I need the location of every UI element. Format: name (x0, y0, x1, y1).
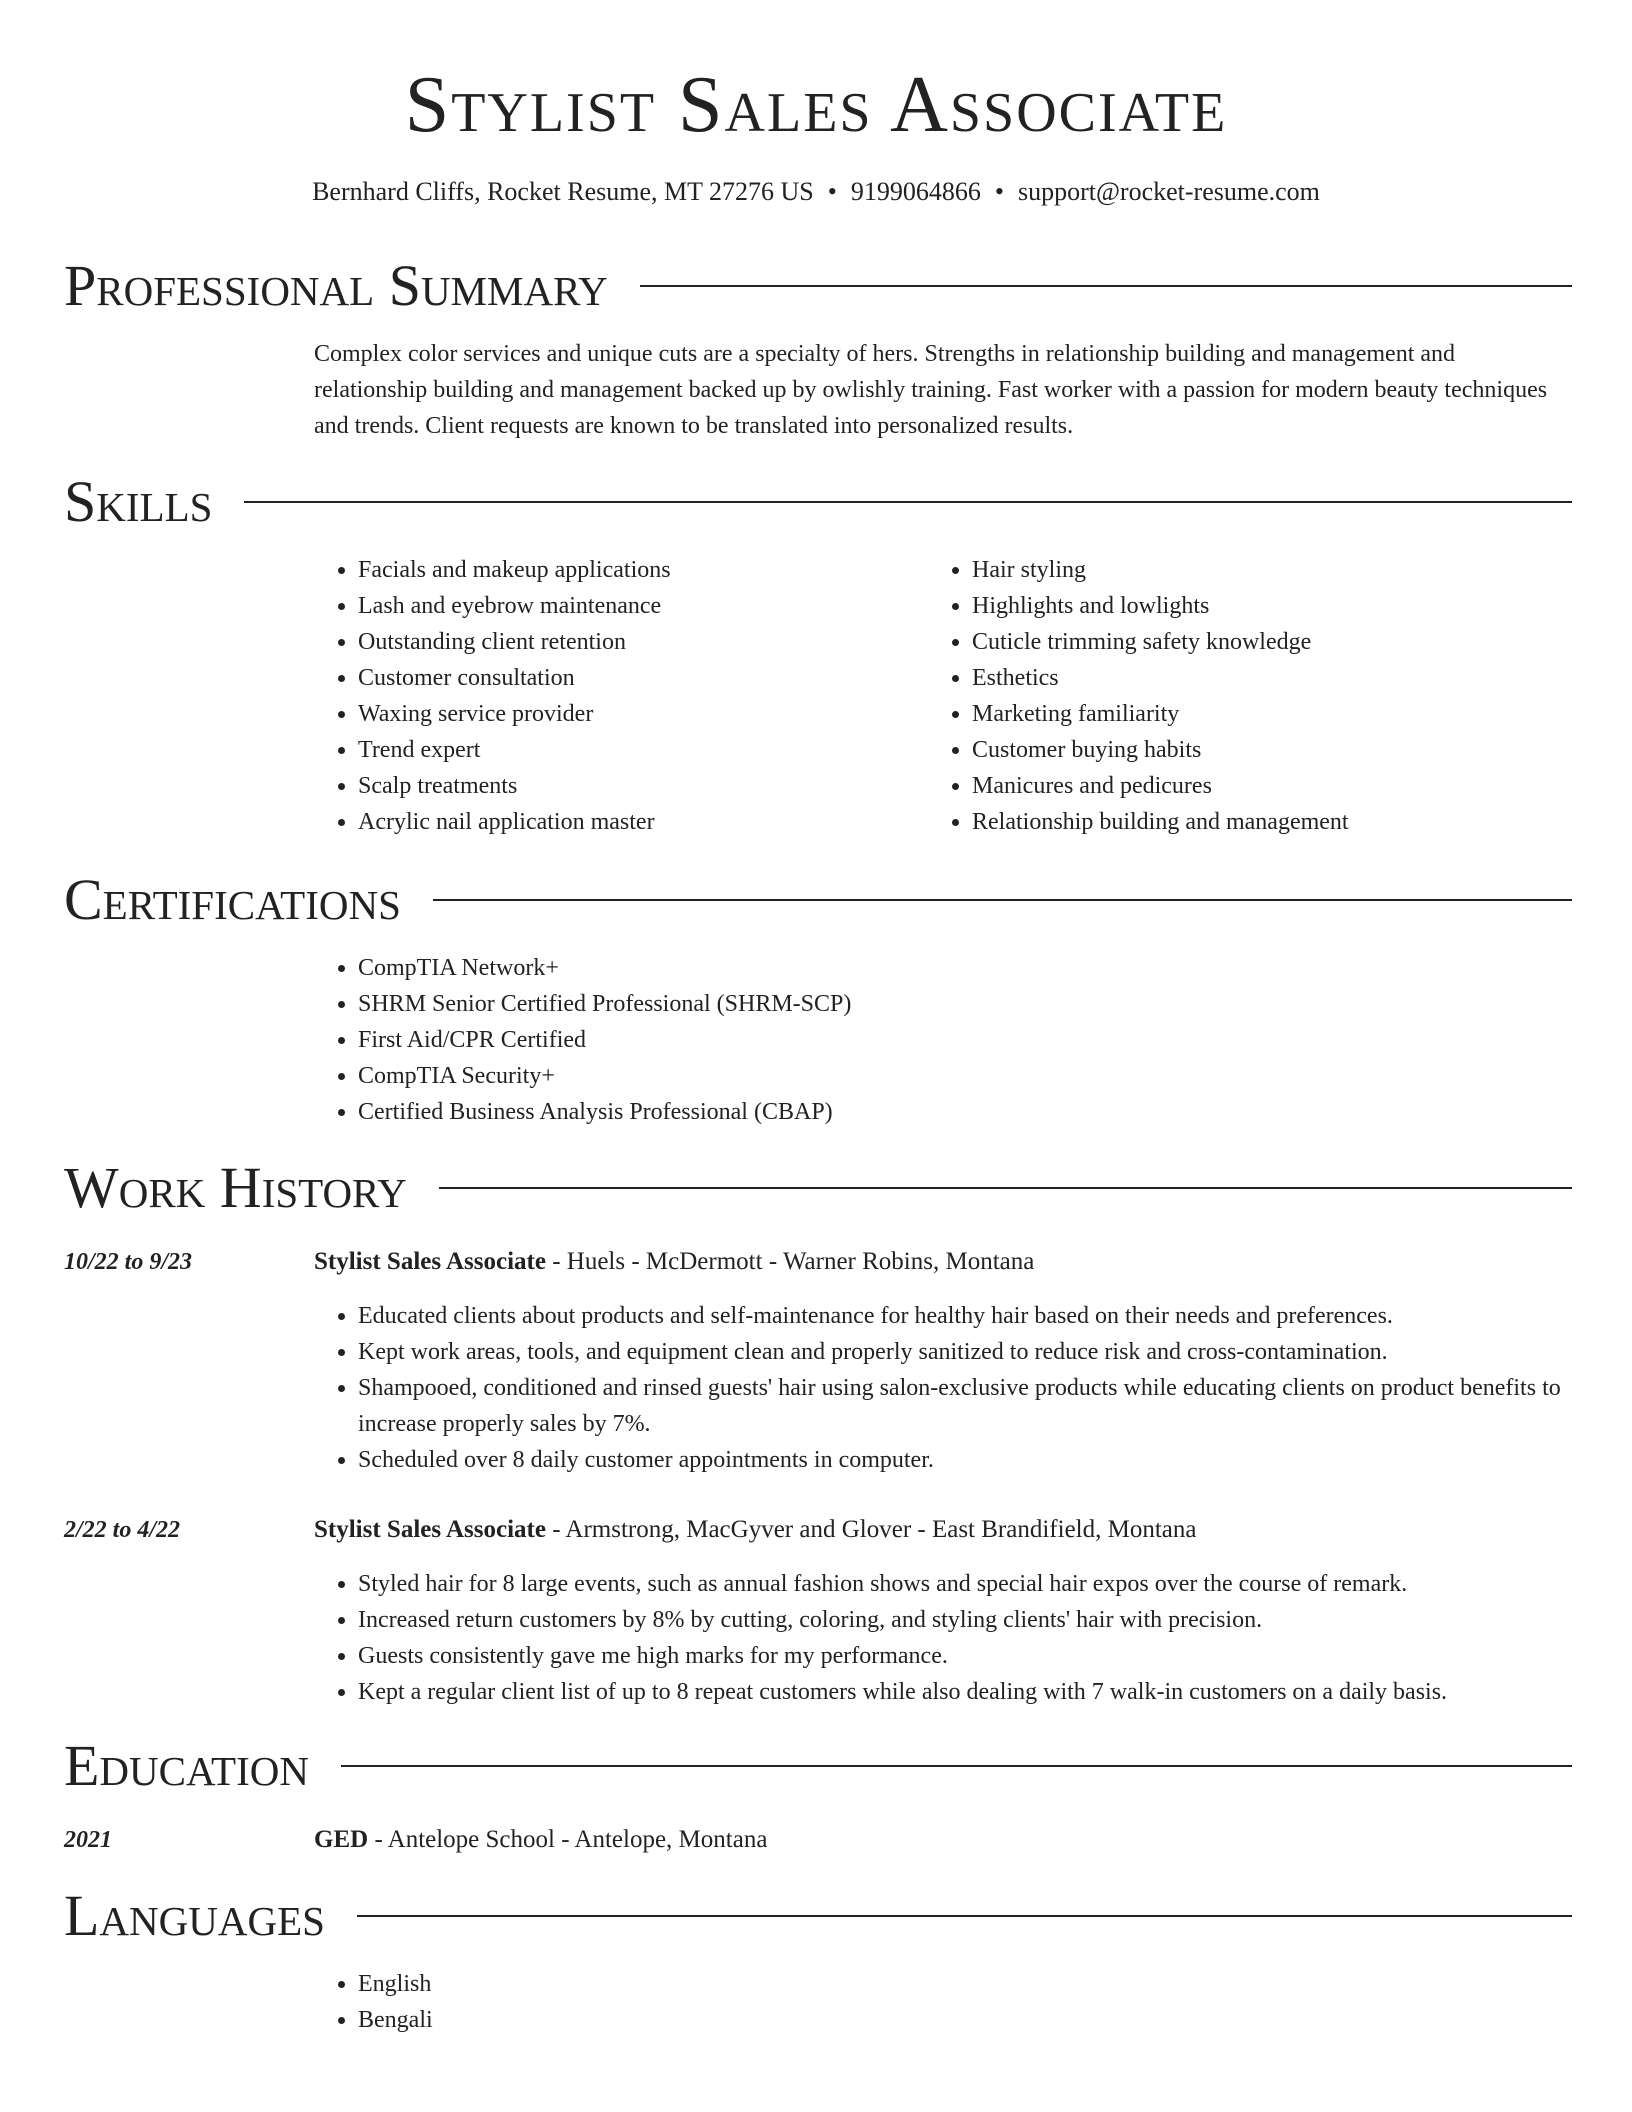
certification-item: • Certified Business Analysis Professional (CBAP) (358, 1094, 1558, 1130)
job-employer: - Armstrong, MacGyver and Glover - East Brandifield, Montana (545, 1516, 1197, 1543)
language-item: • Bengali (358, 2002, 958, 2038)
education-entry (314, 1822, 767, 1858)
languages-section-header (64, 1883, 1572, 1948)
job-bullets (314, 1298, 1594, 1478)
skill-item: • Marketing familiarity (972, 696, 1592, 732)
certifications-heading: Certifications (64, 867, 401, 932)
education-degree: GED (314, 1826, 369, 1853)
skill-item: • Customer consultation (358, 660, 928, 696)
job-dates: 10/22 to 9/23 (64, 1249, 193, 1275)
skill-item: • Trend expert (358, 732, 928, 768)
work-heading: Work History (64, 1155, 407, 1220)
section-rule (357, 1915, 1572, 1917)
skill-item: • Lash and eyebrow maintenance (358, 588, 928, 624)
certification-item: • CompTIA Network+ (358, 950, 1558, 986)
skill-item: • Outstanding client retention (358, 624, 928, 660)
skill-item: • Facials and makeup applications (358, 552, 928, 588)
skill-item: • Customer buying habits (972, 732, 1592, 768)
language-item: • English (358, 1966, 958, 2002)
section-rule (439, 1187, 1572, 1189)
job-bullet: • Styled hair for 8 large events, such as annual fashion shows and special hair expos over the course of remark. (358, 1566, 1594, 1602)
job-title: Stylist Sales Associate (314, 1516, 546, 1543)
certification-item: • SHRM Senior Certified Professional (SHRM-SCP) (358, 986, 1558, 1022)
skills-section-header (64, 469, 1572, 534)
summary-text: Complex color services and unique cuts are a specialty of hers. Strengths in relationship building and management and relationship building and management backed up by owlishly training. Fast worker with a passion for modern beauty techniques and trends. Client requests are known to be translated into personalized results. (314, 341, 1548, 439)
contact-separator: • (827, 177, 837, 206)
job-bullet: • Guests consistently gave me high marks for my performance. (358, 1638, 1594, 1674)
skill-item: • Waxing service provider (358, 696, 928, 732)
skill-item: • Manicures and pedicures (972, 768, 1592, 804)
section-rule (244, 501, 1572, 503)
address: Bernhard Cliffs, Rocket Resume, MT 27276 US (312, 177, 814, 206)
job-bullet: • Kept work areas, tools, and equipment clean and properly sanitized to reduce risk and cross-contamination. (358, 1334, 1594, 1370)
job-bullet: • Increased return customers by 8% by cutting, coloring, and styling clients' hair with precision. (358, 1602, 1594, 1638)
languages-heading: Languages (64, 1883, 325, 1948)
skill-item: • Relationship building and management (972, 804, 1592, 840)
job-title: Stylist Sales Associate (314, 1248, 546, 1275)
skill-item: • Scalp treatments (358, 768, 928, 804)
education-section-header (64, 1733, 1572, 1798)
contact-separator: • (994, 177, 1004, 206)
summary-heading: Professional Summary (64, 253, 608, 318)
certifications-section-header (64, 867, 1572, 932)
skill-item: • Highlights and lowlights (972, 588, 1592, 624)
certification-item: • CompTIA Security+ (358, 1058, 1558, 1094)
education-heading: Education (64, 1733, 309, 1798)
job-dates: 2/22 to 4/22 (64, 1517, 181, 1543)
email: support@rocket-resume.com (1017, 177, 1320, 206)
contact-line (0, 174, 1632, 210)
phone: 9199064866 (850, 177, 981, 206)
job-bullet: • Scheduled over 8 daily customer appointments in computer. (358, 1442, 1594, 1478)
education-school: - Antelope School - Antelope, Montana (368, 1826, 768, 1853)
job-heading (314, 1512, 1196, 1548)
skill-item: • Cuticle trimming safety knowledge (972, 624, 1592, 660)
summary-section-header (64, 253, 1572, 318)
certification-item: • First Aid/CPR Certified (358, 1022, 1558, 1058)
job-employer: - Huels - McDermott - Warner Robins, Montana (545, 1248, 1035, 1275)
section-rule (433, 899, 1572, 901)
certifications-list (314, 950, 1558, 1130)
work-section-header (64, 1155, 1572, 1220)
skill-item: • Hair styling (972, 552, 1592, 588)
skills-list-left (314, 552, 928, 840)
section-rule (341, 1765, 1572, 1767)
job-heading (314, 1244, 1034, 1280)
skills-heading: Skills (64, 469, 213, 534)
skills-list-right (928, 552, 1592, 840)
skill-item: • Acrylic nail application master (358, 804, 928, 840)
education-year: 2021 (64, 1827, 112, 1853)
job-bullet: • Kept a regular client list of up to 8 repeat customers while also dealing with 7 walk-in customers on a daily basis. (358, 1674, 1594, 1710)
skill-item: • Esthetics (972, 660, 1592, 696)
languages-list (314, 1966, 958, 2038)
candidate-name: Stylist Sales Associate (404, 61, 1228, 149)
job-bullets (314, 1566, 1594, 1710)
job-bullet: • Educated clients about products and self-maintenance for healthy hair based on their needs and preferences. (358, 1298, 1594, 1334)
section-rule (640, 285, 1572, 287)
job-bullet: • Shampooed, conditioned and rinsed guests' hair using salon-exclusive products while educating clients on product benefits to increase properly sales by 7%. (358, 1370, 1594, 1442)
